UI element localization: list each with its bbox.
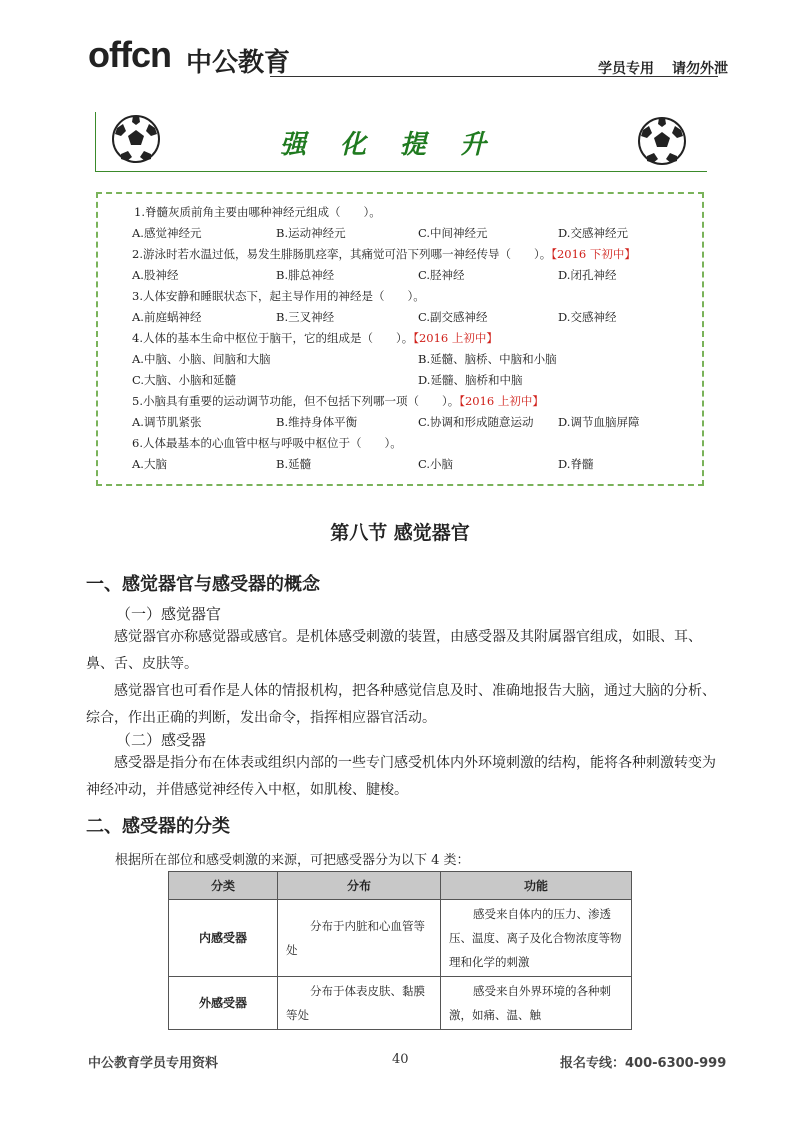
column-header: 功能 bbox=[441, 872, 632, 900]
paragraph-2: 感觉器官也可看作是人体的情报机构，把各种感觉信息及时、准确地报告大脑，通过大脑的分析、综合，作出正确的判断，发出命令，指挥相应器官活动。 bbox=[86, 683, 716, 726]
row-function: 感受来自外界环境的各种刺激，如痛、温、触 bbox=[441, 977, 632, 1030]
question-text: 5.小脑具有重要的运动调节功能，但不包括下列哪一项（ ）。 bbox=[132, 394, 460, 408]
table-intro: 根据所在部位和感受刺激的来源，可把感受器分为以下 4 类： bbox=[115, 853, 470, 868]
soccer-ball-icon bbox=[111, 114, 161, 164]
question-text: 2.游泳时若水温过低，易发生腓肠肌痉挛，其痛觉可沿下列哪一神经传导（ ）。 bbox=[132, 247, 552, 261]
footer-left: 中公教育学员专用资料 bbox=[88, 1056, 219, 1071]
question-tag: 【2016 上初中】 bbox=[459, 394, 544, 408]
option: A.股神经 bbox=[132, 268, 179, 282]
question-text: 3.人体安静和睡眠状态下，起主导作用的神经是（ ）。 bbox=[132, 289, 425, 303]
option: D.交感神经 bbox=[558, 310, 617, 324]
page-number: 40 bbox=[392, 1052, 409, 1067]
option: B.三叉神经 bbox=[276, 310, 335, 324]
option: B.延髓 bbox=[276, 457, 312, 471]
option: D.延髓、脑桥和中脑 bbox=[418, 373, 523, 387]
option: B.维持身体平衡 bbox=[276, 415, 358, 429]
option: A.感觉神经元 bbox=[132, 226, 202, 240]
table-header-row bbox=[169, 872, 632, 900]
row-function: 感受来自体内的压力、渗透压、温度、离子及化合物浓度等物理和化学的刺激 bbox=[441, 900, 632, 977]
question-tag: 【2016 下初中】 bbox=[551, 247, 636, 261]
column-header: 分类 bbox=[169, 872, 278, 900]
row-name: 外感受器 bbox=[169, 977, 278, 1030]
section-title: 第八节 感觉器官 bbox=[330, 522, 470, 544]
question-2 bbox=[132, 246, 636, 262]
option: D.调节血脑屏障 bbox=[558, 415, 640, 429]
option: D.交感神经元 bbox=[558, 226, 628, 240]
option: A.调节肌紧张 bbox=[132, 415, 202, 429]
option: D.脊髓 bbox=[558, 457, 594, 471]
heading-concepts: 一、感觉器官与感受器的概念 bbox=[86, 574, 320, 595]
header-notice bbox=[598, 58, 728, 78]
subheading-receptors: （二）感受器 bbox=[116, 731, 207, 749]
question-3 bbox=[132, 288, 425, 304]
row-name: 内感受器 bbox=[169, 900, 278, 977]
exercise-box bbox=[96, 192, 704, 486]
option: A.前庭蜗神经 bbox=[132, 310, 202, 324]
option: C.大脑、小脑和延髓 bbox=[132, 373, 237, 387]
question-text: 6.人体最基本的心血管中枢与呼吸中枢位于（ ）。 bbox=[132, 436, 402, 450]
table-row bbox=[169, 977, 632, 1030]
banner-bottom-line bbox=[95, 171, 707, 172]
option: C.小脑 bbox=[418, 457, 454, 471]
question-text: 4.人体的基本生命中枢位于脑干，它的组成是（ ）。 bbox=[132, 331, 414, 345]
receptor-table bbox=[168, 871, 632, 1030]
banner-left-line bbox=[95, 112, 96, 172]
option: B.运动神经元 bbox=[276, 226, 346, 240]
banner-title: 强化提升 bbox=[280, 130, 521, 160]
option: D.闭孔神经 bbox=[558, 268, 617, 282]
option: C.中间神经元 bbox=[418, 226, 488, 240]
question-5 bbox=[132, 393, 544, 409]
row-distribution: 分布于内脏和心血管等处 bbox=[278, 900, 441, 977]
option: C.胫神经 bbox=[418, 268, 465, 282]
header-right-2: 请勿外泄 bbox=[672, 61, 728, 77]
heading-classification: 二、感受器的分类 bbox=[86, 816, 230, 837]
subheading-sense-organs: （一）感觉器官 bbox=[116, 605, 222, 623]
column-header: 分布 bbox=[278, 872, 441, 900]
logo-cn: 中公教育 bbox=[186, 48, 291, 78]
question-1 bbox=[134, 204, 381, 220]
footer-hotline: 报名专线：400-6300-999 bbox=[560, 1056, 727, 1071]
option: A.大脑 bbox=[132, 457, 167, 471]
header-right-1: 学员专用 bbox=[598, 61, 654, 77]
option: A.中脑、小脑、间脑和大脑 bbox=[132, 352, 271, 366]
option: C.副交感神经 bbox=[418, 310, 488, 324]
option: B.延髓、脑桥、中脑和小脑 bbox=[418, 352, 557, 366]
paragraph-3: 感受器是指分布在体表或组织内部的一些专门感受机体内外环境刺激的结构，能将各种刺激转变为神经冲动，并借感觉神经传入中枢，如肌梭、腱梭。 bbox=[86, 755, 716, 798]
table-row bbox=[169, 900, 632, 977]
logo-latin: offcn bbox=[88, 34, 171, 75]
option: C.协调和形成随意运动 bbox=[418, 415, 534, 429]
paragraph-1: 感觉器官亦称感觉器或感官。是机体感受刺激的装置，由感受器及其附属器官组成，如眼、耳、鼻、舌、皮肤等。 bbox=[86, 629, 702, 672]
question-tag: 【2016 上初中】 bbox=[413, 331, 498, 345]
question-6 bbox=[132, 435, 402, 451]
option: B.腓总神经 bbox=[276, 268, 335, 282]
question-text: 1.脊髓灰质前角主要由哪种神经元组成（ ）。 bbox=[134, 205, 381, 219]
question-4 bbox=[132, 330, 498, 346]
row-distribution: 分布于体表皮肤、黏膜等处 bbox=[278, 977, 441, 1030]
soccer-ball-icon bbox=[637, 116, 687, 166]
